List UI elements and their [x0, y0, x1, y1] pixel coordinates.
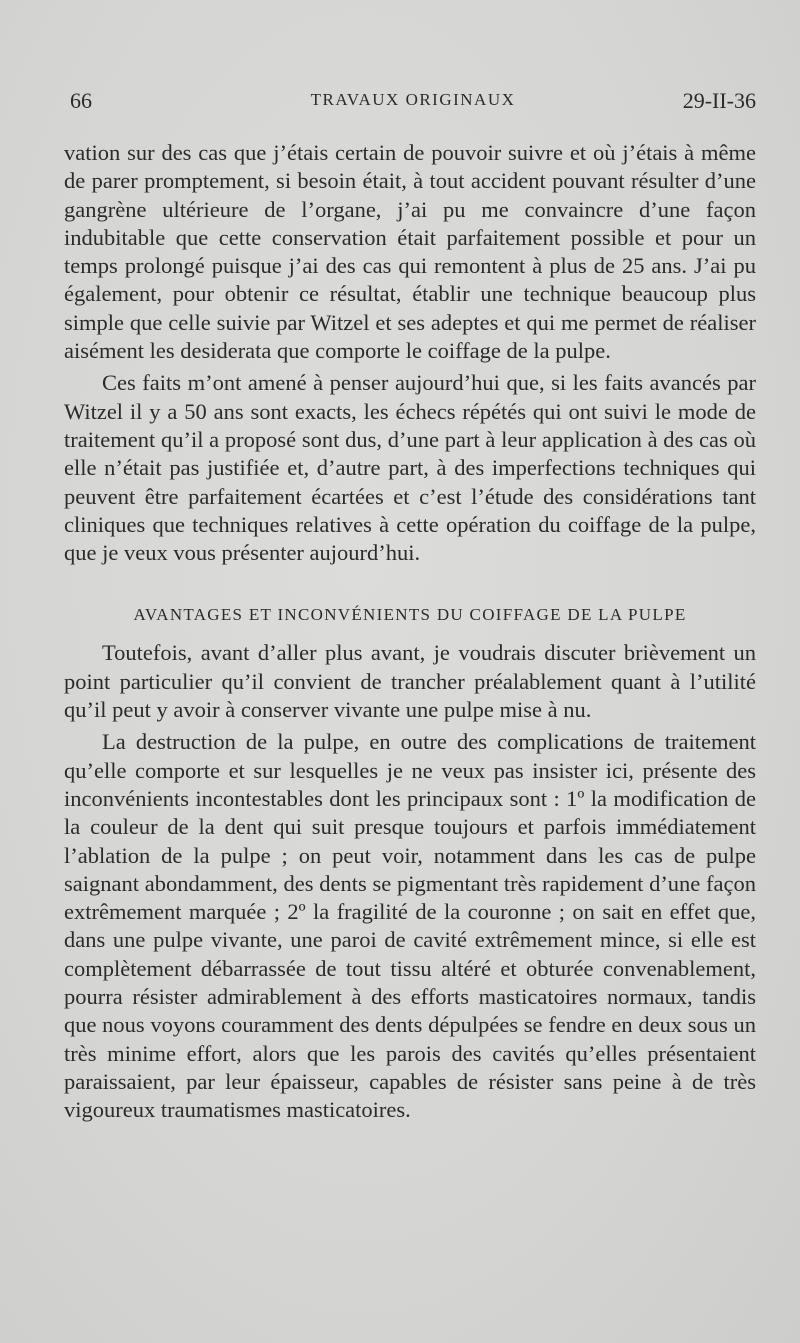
paragraph-4: La destruction de la pulpe, en outre des complications de traitement qu’elle comporte et sur lesquelles je ne veux pas insister ici, présente des inconvénients incontestables dont les principaux sont : 1º la modification de la couleur de la dent qui suit presque toujours et parfois immédiatement l’ablation de la pulpe ; on peut voir, notamment dans les cas de pulpe saignant abondamment, des dents se pigmentant très rapidement d’une façon extrêmement marquée ; 2º la fragilité de la couronne ; on sait en effet que, dans une pulpe vivante, une paroi de cavité extrêmement mince, si elle est complètement débarrassée de tout tissu altéré et obturée convenablement, pourra résister admirablement à des efforts masticatoires normaux, tandis que nous voyons couramment des dents dépulpées se fendre en deux sous un très minime effort, alors que les parois des cavités qu’elles présentaient paraissaient, par leur épaisseur, capables de résister sans peine à de très vigoureux traumatismes masticatoires.	[64, 729, 756, 1123]
journal-section-title: TRAVAUX ORIGINAUX	[310, 90, 516, 109]
issue-date: 29-II-36	[682, 88, 756, 113]
section-heading: AVANTAGES ET INCONVÉNIENTS DU COIFFAGE DE LA PULPE	[133, 605, 687, 625]
paragraph-3: Toutefois, avant d’aller plus avant, je voudrais discuter brièvement un point particulier qu’il convient de trancher préalablement quant à l’utilité qu’il peut y avoir à conserver vivante une pulpe mise à nu.	[64, 640, 756, 723]
body-text	[64, 139, 756, 1125]
paragraph-2: Ces faits m’ont amené à penser aujourd’hui que, si les faits avancés par Witzel il y a 50 ans sont exacts, les échecs répétés qui ont suivi le mode de traitement qu’il a proposé sont dus, d’une part à leur application à des cas où elle n’était pas justifiée et, d’autre part, à des imperfections techniques qui peuvent être parfaitement écartées et c’est l’étude des considérations tant cliniques que techniques relatives à cette opération du coiffage de la pulpe, que je veux vous présenter aujourd’hui.	[64, 370, 756, 566]
paragraph-continued: vation sur des cas que j’étais certain de pouvoir suivre et où j’étais à même de parer promptement, si besoin était, à tout accident pouvant résulter d’une gangrène ultérieure de l’organe, j’ai pu me convaincre d’une façon indubitable que cette conservation était parfaitement possible et pour un temps prolongé puisque j’ai des cas qui remontent à plus de 25 ans. J’ai pu également, pour obtenir ce résultat, établir une technique beaucoup plus simple que celle suivie par Witzel et ses adeptes et qui me permet de réaliser aisément les desiderata que comporte le coiffage de la pulpe.	[64, 140, 756, 364]
running-head	[70, 88, 756, 118]
page-number: 66	[70, 88, 92, 113]
